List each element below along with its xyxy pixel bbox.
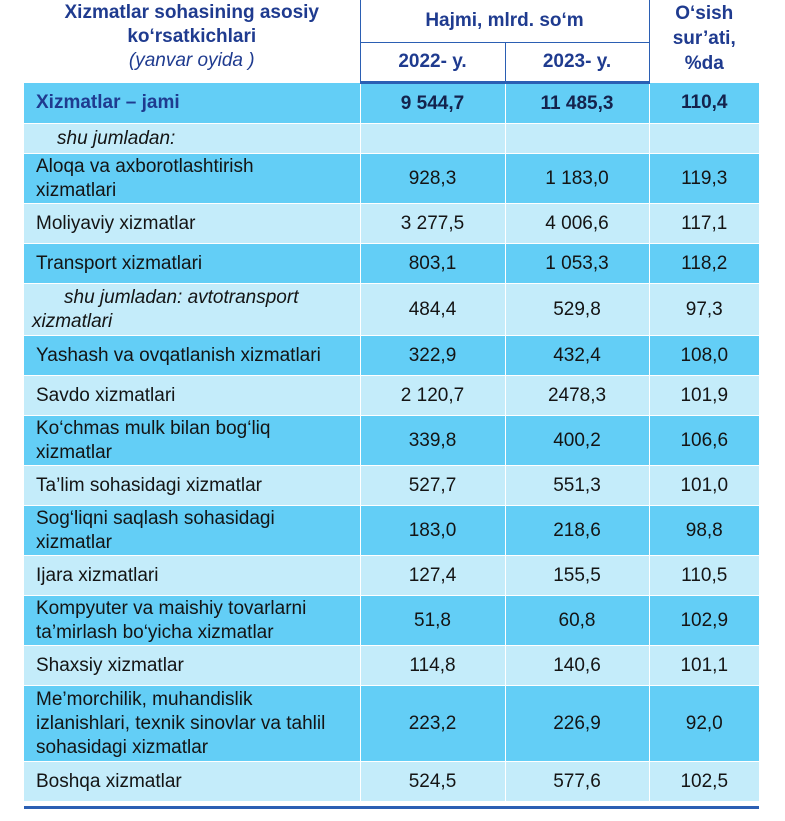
row-label-line: Me’morchilik, muhandislik xyxy=(36,688,253,710)
value-2022: 51,8 xyxy=(360,596,505,646)
value-2023: 155,5 xyxy=(505,556,649,596)
value-2022: 322,9 xyxy=(360,336,505,376)
growth-rate: 97,3 xyxy=(649,284,759,336)
value-2023: 4 006,6 xyxy=(505,204,649,244)
row-label-line: Shaxsiy xizmatlar xyxy=(36,654,184,676)
row-label-line: Moliyaviy xizmatlar xyxy=(36,212,196,234)
table-row xyxy=(24,556,759,596)
row-label-line: Boshqa xizmatlar xyxy=(36,770,182,792)
row-label-line: Aloqa va axborotlashtirish xyxy=(36,155,254,177)
table-row xyxy=(24,596,759,646)
table-row xyxy=(24,284,759,336)
row-label-line: Sog‘liqni saqlash sohasidagi xyxy=(36,507,275,529)
table-row xyxy=(24,154,759,204)
subheading-label: shu jumladan: xyxy=(24,124,360,154)
table-row xyxy=(24,416,759,466)
row-label-line: Yashash va ovqatlanish xizmatlari xyxy=(36,344,321,366)
row-label xyxy=(24,204,360,244)
value-2023: 551,3 xyxy=(505,466,649,506)
row-label xyxy=(24,646,360,686)
row-label-line: xizmatlari xyxy=(32,310,113,332)
table-row xyxy=(24,762,759,802)
services-table-container xyxy=(24,0,759,802)
table-bottom-rule xyxy=(24,806,759,809)
growth-rate: 102,9 xyxy=(649,596,759,646)
table-row xyxy=(24,686,759,762)
row-label-line: sohasidagi xizmatlar xyxy=(36,736,209,758)
row-label-line: Ijara xizmatlari xyxy=(36,564,159,586)
growth-rate: 106,6 xyxy=(649,416,759,466)
table-row xyxy=(24,244,759,284)
row-label xyxy=(24,244,360,284)
row-label xyxy=(24,284,360,336)
subheading-row xyxy=(24,124,759,154)
header-growth-line3: %da xyxy=(684,53,724,74)
value-2023: 577,6 xyxy=(505,762,649,802)
total-label: Xizmatlar – jami xyxy=(24,83,360,124)
empty-cell xyxy=(649,124,759,154)
row-label-line: Ko‘chmas mulk bilan bog‘liq xyxy=(36,417,271,439)
services-table xyxy=(24,0,759,802)
table-row xyxy=(24,376,759,416)
table-row xyxy=(24,646,759,686)
total-2023: 11 485,3 xyxy=(505,83,649,124)
growth-rate: 102,5 xyxy=(649,762,759,802)
header-indicator xyxy=(24,0,360,83)
value-2023: 60,8 xyxy=(505,596,649,646)
row-label xyxy=(24,556,360,596)
value-2022: 484,4 xyxy=(360,284,505,336)
row-label xyxy=(24,376,360,416)
total-growth: 110,4 xyxy=(649,83,759,124)
row-label-line: Kompyuter va maishiy tovarlarni xyxy=(36,597,307,619)
value-2022: 183,0 xyxy=(360,506,505,556)
value-2022: 524,5 xyxy=(360,762,505,802)
empty-cell xyxy=(360,124,505,154)
value-2023: 1 053,3 xyxy=(505,244,649,284)
empty-cell xyxy=(505,124,649,154)
header-growth xyxy=(649,0,759,83)
header-volume: Hajmi, mlrd. so‘m xyxy=(360,0,649,43)
row-label-line: xizmatlari xyxy=(36,179,117,201)
growth-rate: 101,1 xyxy=(649,646,759,686)
header-year-2022: 2022- y. xyxy=(360,43,505,83)
header-title-line2: ko‘rsatkichlari xyxy=(127,26,257,47)
growth-rate: 110,5 xyxy=(649,556,759,596)
row-label-line: Transport xizmatlari xyxy=(36,252,203,274)
value-2023: 400,2 xyxy=(505,416,649,466)
value-2022: 3 277,5 xyxy=(360,204,505,244)
row-label xyxy=(24,416,360,466)
value-2022: 2 120,7 xyxy=(360,376,505,416)
row-label-line: xizmatlar xyxy=(36,441,113,463)
table-row xyxy=(24,336,759,376)
header-growth-line2: sur’ati, xyxy=(672,28,736,49)
value-2023: 1 183,0 xyxy=(505,154,649,204)
growth-rate: 98,8 xyxy=(649,506,759,556)
row-label xyxy=(24,336,360,376)
table-row xyxy=(24,466,759,506)
value-2022: 114,8 xyxy=(360,646,505,686)
row-label xyxy=(24,154,360,204)
table-row xyxy=(24,204,759,244)
row-label-line: xizmatlar xyxy=(36,531,113,553)
row-label-line: Ta’lim sohasidagi xizmatlar xyxy=(36,474,262,496)
row-label xyxy=(24,762,360,802)
row-label-line: Savdo xizmatlari xyxy=(36,384,176,406)
table-row xyxy=(24,506,759,556)
value-2022: 127,4 xyxy=(360,556,505,596)
row-label xyxy=(24,596,360,646)
value-2022: 223,2 xyxy=(360,686,505,762)
growth-rate: 117,1 xyxy=(649,204,759,244)
row-label-line: shu jumladan: avtotransport xyxy=(64,286,299,308)
header-year-2023: 2023- y. xyxy=(505,43,649,83)
total-2022: 9 544,7 xyxy=(360,83,505,124)
value-2022: 928,3 xyxy=(360,154,505,204)
growth-rate: 119,3 xyxy=(649,154,759,204)
value-2023: 529,8 xyxy=(505,284,649,336)
row-label xyxy=(24,686,360,762)
value-2022: 339,8 xyxy=(360,416,505,466)
row-label xyxy=(24,466,360,506)
growth-rate: 101,9 xyxy=(649,376,759,416)
header-title-line1: Xizmatlar sohasining asosiy xyxy=(64,2,319,23)
header-growth-line1: O‘sish xyxy=(675,3,734,24)
growth-rate: 118,2 xyxy=(649,244,759,284)
value-2023: 432,4 xyxy=(505,336,649,376)
value-2022: 527,7 xyxy=(360,466,505,506)
value-2022: 803,1 xyxy=(360,244,505,284)
value-2023: 2478,3 xyxy=(505,376,649,416)
row-label-line: ta’mirlash bo‘yicha xizmatlar xyxy=(36,621,274,643)
value-2023: 140,6 xyxy=(505,646,649,686)
value-2023: 218,6 xyxy=(505,506,649,556)
row-label-line: izlanishlari, texnik sinovlar va tahlil xyxy=(36,712,326,734)
growth-rate: 101,0 xyxy=(649,466,759,506)
growth-rate: 108,0 xyxy=(649,336,759,376)
value-2023: 226,9 xyxy=(505,686,649,762)
row-label xyxy=(24,506,360,556)
header-period: (yanvar oyida ) xyxy=(128,50,255,71)
total-row xyxy=(24,83,759,124)
growth-rate: 92,0 xyxy=(649,686,759,762)
